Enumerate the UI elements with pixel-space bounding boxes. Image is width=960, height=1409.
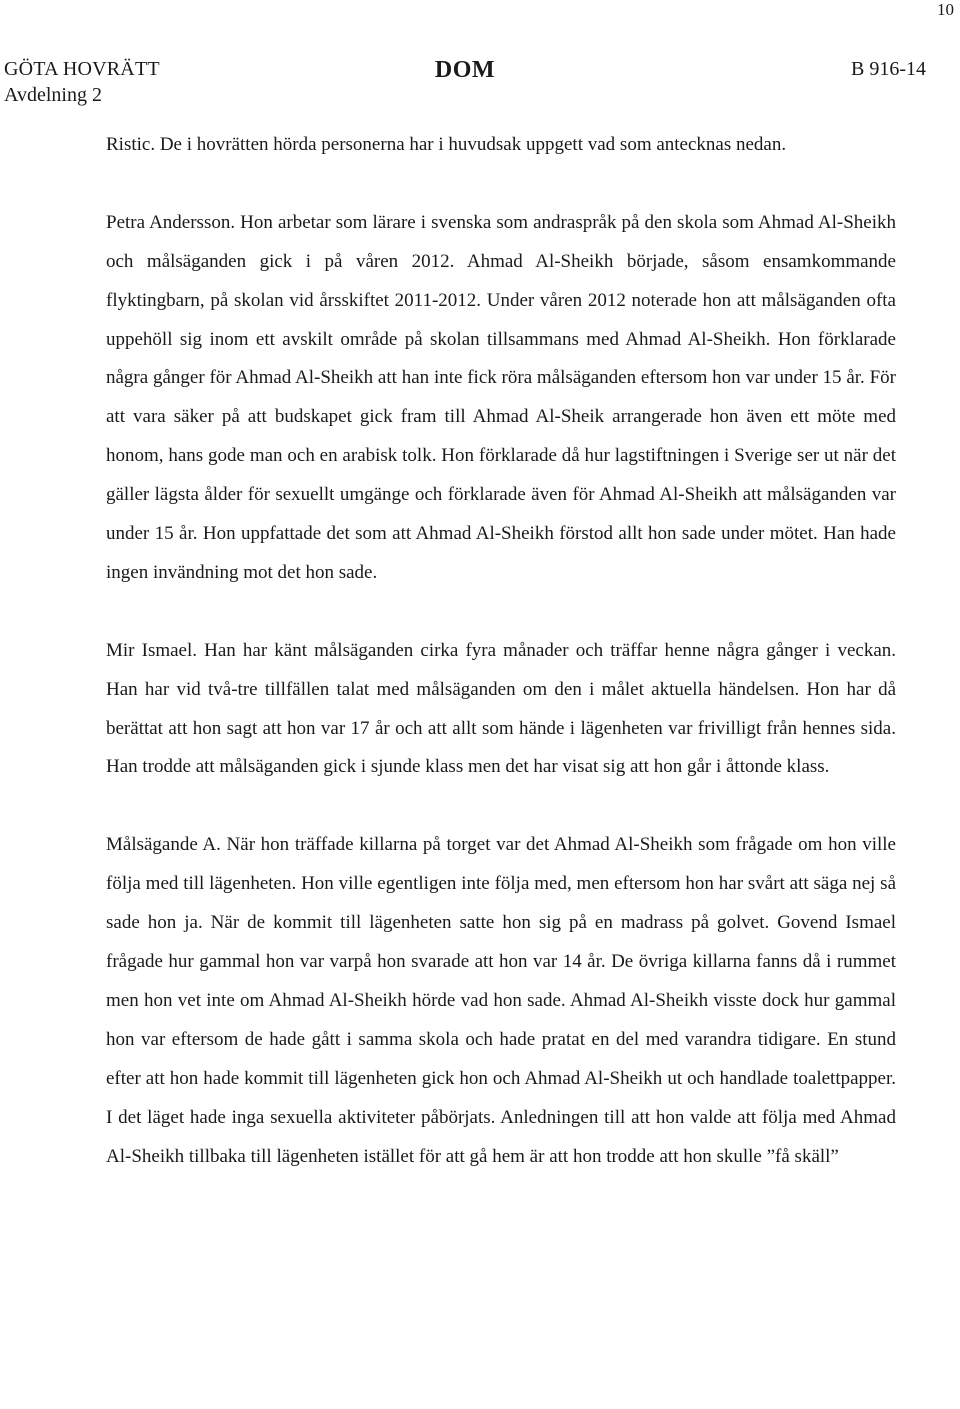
paragraph-petra-andersson: Petra Andersson. Hon arbetar som lärare i svenska som andraspråk på den skola som Ahmad Al-Sheikh och målsäganden gick i på våren 2012. Ahmad Al-Sheikh började, såsom ensamkommande flyktingbarn, på skolan vid årsskiftet 2011-2012. Under våren 2012 noterade hon att målsäganden ofta uppehöll sig inom ett avskilt område på skolan tillsammans med Ahmad Al-Sheikh. Hon förklarade några gånger för Ahmad Al-Sheikh att han inte fick röra målsäganden eftersom hon var under 15 år. För att vara säker på att budskapet gick fram till Ahmad Al-Sheik arrangerade hon även ett möte med honom, hans gode man och en arabisk tolk. Hon förklarade då hur lagstiftningen i Sverige ser ut när det gäller lägsta ålder för sexuellt umgänge och förklarade även för Ahmad Al-Sheikh att målsäganden var under 15 år. Hon uppfattade det som att Ahmad Al-Sheikh förstod allt hon sade under mötet. Han hade ingen invändning mot det hon sade. (106, 211, 896, 583)
document-type: DOM (434, 57, 496, 83)
paragraph-mir-ismael: Mir Ismael. Han har känt målsäganden cirka fyra månader och träffar henne några gånger i veckan. Han har vid två-tre tillfällen talat med målsäganden om den i målet aktuella händelsen. Hon har då berättat att hon sagt att hon var 17 år och att allt som hände i lägenheten var frivilligt från hennes sida. Han trodde att målsäganden gick i sjunde klass men det har visat sig att hon går i åttonde klass. (106, 639, 896, 778)
page-number: 10 (937, 0, 954, 19)
paragraph-malsagande-a: Målsägande A. När hon träffade killarna på torget var det Ahmad Al-Sheikh som frågade om hon ville följa med till lägenheten. Hon ville egentligen inte följa med, men eftersom hon har svårt att säga nej så sade hon ja. När de kommit till lägenheten satte hon sig på en madrass på golvet. Govend Ismael frågade hur gammal hon var varpå hon svarade att hon var 14 år. De övriga killarna fanns då i rummet men hon vet inte om Ahmad Al-Sheikh hörde vad hon sade. Ahmad Al-Sheikh visste dock hur gammal hon var eftersom de hade gått i samma skola och hade pratat en del med varandra tidigare. En stund efter att hon hade kommit till lägenheten gick hon och Ahmad Al-Sheikh ut och handlade toalettpapper. I det läget hade inga sexuella aktiviteter påbörjats. Anledningen till att hon valde att följa med Ahmad Al-Sheikh tillbaka till lägenheten istället för att gå hem är att hon trodde att hon skulle ”få skäll” (106, 834, 896, 1167)
document-body (106, 126, 896, 1215)
case-number: B 916-14 (851, 58, 926, 80)
court-division: Avdelning 2 (4, 84, 102, 106)
court-name: GÖTA HOVRÄTT (4, 58, 160, 80)
document-header (4, 56, 926, 106)
paragraph-intro: Ristic. De i hovrätten hörda personerna har i huvudsak uppgett vad som antecknas nedan. (106, 134, 787, 155)
